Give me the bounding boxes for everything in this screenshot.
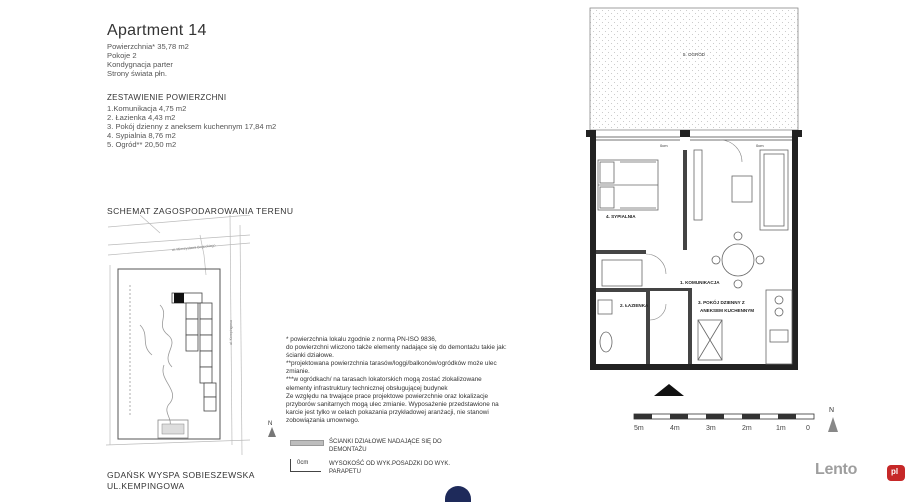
north-arrow-icon bbox=[826, 404, 840, 434]
floor-plan bbox=[580, 0, 810, 400]
summary-item: 3. Pokój dzienny z aneksem kuchennym 17,84 m2 bbox=[107, 122, 277, 131]
scale-label: 5m bbox=[634, 425, 644, 432]
living-label-line1: 3. POKÓJ DZIENNY Z bbox=[698, 300, 745, 305]
scale-label: 4m bbox=[670, 425, 680, 432]
legend-partition-text bbox=[329, 439, 479, 454]
legend-sill-icon-label: 0cm bbox=[297, 460, 309, 466]
note-line: do powierzchni wliczono także elementy nadające się do demontażu takie jak: bbox=[286, 344, 507, 352]
summary-heading: ZESTAWIENIE POWIERZCHNI bbox=[107, 93, 227, 102]
note-line: ścianki działowe. bbox=[286, 352, 334, 360]
address-line: UL.KEMPINGOWA bbox=[107, 481, 185, 491]
scale-label: 3m bbox=[706, 425, 716, 432]
entrance-arrow-icon bbox=[654, 384, 684, 396]
summary-item: 1.Komunikacja 4,75 m2 bbox=[107, 104, 187, 113]
legend-line: WYSOKOŚĆ OD WYK.POSADZKI DO WYK. bbox=[329, 461, 451, 467]
summary-item: 4. Sypialnia 8,76 m2 bbox=[107, 131, 176, 140]
scale-label: 1m bbox=[776, 425, 786, 432]
note-line: Ze względu na trwające prace projektowe powierzchnie oraz lokalizacje bbox=[286, 392, 489, 400]
site-north-label: N bbox=[268, 421, 273, 427]
address bbox=[107, 470, 255, 492]
note-line: * powierzchnia lokalu zgodnie z normą PN-ISO 9836, bbox=[286, 336, 437, 343]
corridor-label: 1. KOMUNIKACJA bbox=[680, 280, 720, 285]
summary-item: 5. Ogród** 20,50 m2 bbox=[107, 140, 177, 149]
site-plan-map bbox=[100, 215, 290, 460]
bedroom-label: 4. SYPIALNIA bbox=[606, 214, 636, 219]
note-line: zobowiązania umownego. bbox=[286, 416, 360, 424]
info-floor: Kondygnacja parter bbox=[107, 60, 173, 69]
footnotes bbox=[286, 336, 586, 425]
garden-area bbox=[590, 8, 798, 130]
info-rooms: Pokoje 2 bbox=[107, 51, 137, 60]
apartment-info bbox=[107, 42, 189, 78]
note-line: karcie jest tylko w celach pokazania przykładowej aranżacji, nie stanowi bbox=[286, 408, 489, 416]
watermark-badge-text: pl bbox=[891, 467, 899, 476]
watermark-badge bbox=[887, 465, 905, 481]
bathroom-label: 2. ŁAZIENKA bbox=[620, 303, 649, 308]
note-line: przyborów sanitarnych mogą ulec zmianie. Wyposażenie przedstawione na bbox=[286, 400, 499, 408]
living-label-line2: ANEKSEM KUCHENNYM bbox=[700, 308, 755, 313]
scale-label: 2m bbox=[742, 425, 752, 432]
summary-list bbox=[107, 104, 276, 149]
note-line: elementy infrastruktury technicznej obsługującej budynek bbox=[286, 384, 448, 392]
legend-sill-text bbox=[329, 461, 479, 476]
legend-line: DEMONTAŻU bbox=[329, 446, 367, 453]
info-orientation: Strony świata płn. bbox=[107, 69, 167, 78]
highlighted-building bbox=[174, 293, 184, 303]
note-line: zmianie. bbox=[286, 368, 310, 376]
street-label-boguckiego: ul. Mieczysława Boguckiego bbox=[171, 243, 216, 252]
legend-partition-swatch bbox=[290, 440, 324, 446]
legend-sill-icon bbox=[290, 459, 321, 472]
legend-line: ŚCIANKI DZIAŁOWE NADAJĄCE SIĘ DO bbox=[329, 439, 442, 445]
bottom-partial-shape bbox=[445, 486, 471, 502]
north-label: N bbox=[829, 407, 835, 414]
street-label-kempingowa: ul. Kempingowa bbox=[229, 320, 233, 345]
site-plan-heading: SCHEMAT ZAGOSPODAROWANIA TERENU bbox=[107, 206, 294, 216]
sill-label-b: 0cm bbox=[756, 143, 764, 148]
summary-item: 2. Łazienka 4,43 m2 bbox=[107, 113, 176, 122]
watermark-logo: Lento bbox=[815, 461, 858, 478]
info-area: Powierzchnia* 35,78 m2 bbox=[107, 42, 189, 51]
scale-labels bbox=[630, 425, 820, 435]
apartment-title: Apartment 14 bbox=[107, 22, 207, 39]
scale-label: 0 bbox=[806, 425, 810, 432]
scale-bar bbox=[632, 410, 818, 424]
note-line: ***w ogródkach/ na tarasach lokatorskich mogą zostać zlokalizowane bbox=[286, 376, 482, 384]
garden-label: 5. OGRÓD bbox=[682, 52, 706, 57]
address-line: GDAŃSK WYSPA SOBIESZEWSKA bbox=[107, 470, 255, 480]
note-line: **projektowana powierzchnia tarasów/loggi/balkonów/ogródków może ulec bbox=[286, 360, 497, 368]
legend-line: PARAPETU bbox=[329, 468, 361, 475]
sill-label-a: 0cm bbox=[660, 143, 668, 148]
